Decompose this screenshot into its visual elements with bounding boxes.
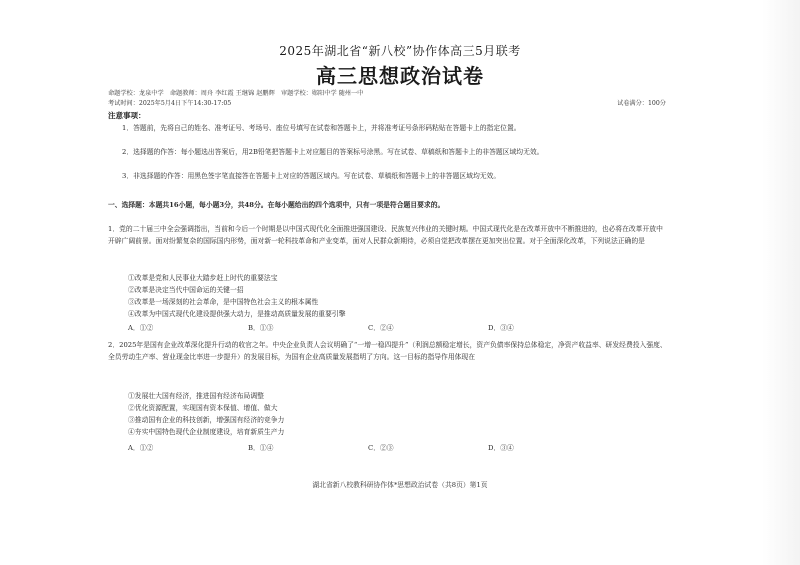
- page-footer: 湖北省新八校教科研协作体*思想政治试卷（共8页）第1页: [312, 481, 488, 489]
- question-2-choice-d: D．③④: [488, 444, 514, 452]
- question-1-choice-c: C．②④: [368, 324, 394, 332]
- exam-title: 2025年湖北省“新八校”协作体高三5月联考: [279, 44, 521, 58]
- question-1-choice-d: D．③④: [488, 324, 514, 332]
- question-1-option: ①改革是党和人民事业大踏步赶上时代的重要法宝: [128, 274, 278, 282]
- question-2-choice-c: C．②③: [368, 444, 394, 452]
- question-1-choice-a: A．①②: [128, 324, 154, 332]
- note-item-1: 1．答题前，先将自己的姓名、准考证号、考场号、座位号填写在试卷和答题卡上，并将准考证号条形码粘贴在答题卡上的指定位置。: [122, 124, 521, 132]
- question-2-option: ④夯实中国特色现代企业制度建设，培育新质生产力: [128, 428, 285, 436]
- question-1-option: ④改革为中国式现代化建设提供强大动力，是推动高质量发展的重要引擎: [128, 310, 346, 318]
- note-item-3: 3．非选择题的作答：用黑色签字笔直接答在答题卡上对应的答题区域内。写在试卷、草稿纸和答题卡上的非答题区域均无效。: [122, 172, 501, 180]
- question-1-stem: 1．党的二十届三中全会强调指出，当前和今后一个时期是以中国式现代化全面推进强国建设、民族复兴伟业的关键时期。中国式现代化是在改革开放中不断推进的，也必将在改革开放中开辟广阔前景。面对纷繁复杂的国际国内形势，面对新一轮科技革命和产业变革，面对人民群众新期待，必须自觉把改革摆在更加突出位置。对于全面深化改革，下列说法正确的是: [108, 225, 663, 245]
- question-2-option: ②优化资源配置，实现国有资本保值、增值、做大: [128, 404, 278, 412]
- note-item-2: 2．选择题的作答：每小题选出答案后，用2B铅笔把答题卡上对应题目的答案标号涂黑。写在试卷、草稿纸和答题卡上的非答题区域均无效。: [122, 148, 544, 156]
- question-2-option: ③推动国有企业的科技创新，增强国有经济的竞争力: [128, 416, 285, 424]
- exam-time: 考试时间：2025年5月4日下午14:30-17:05: [108, 100, 232, 107]
- question-2-stem: 2．2025年是国有企业改革深化提升行动的收官之年。中央企业负责人会议明确了“一增一稳四提升”（利润总额稳定增长，资产负债率保持总体稳定，净资产收益率、研发经费投入强度、全员劳动生产率、营业现金比率进一步提升）的发展目标，为国有企业高质量发展指明了方向。这一目标的指导作用体现在: [108, 341, 667, 361]
- question-1-option: ③改革是一场深刻的社会革命，是中国特色社会主义的根本属性: [128, 298, 319, 306]
- question-1-option: ②改革是决定当代中国命运的关键一招: [128, 286, 244, 294]
- subject-title: 高三思想政治试卷: [316, 64, 484, 88]
- question-2-choice-a: A．①②: [128, 444, 154, 452]
- question-1-choice-b: B．①③: [248, 324, 274, 332]
- question-2-option: ①发展壮大国有经济，推进国有经济布局调整: [128, 392, 264, 400]
- question-2-choice-b: B．①④: [248, 444, 274, 452]
- notes-heading: 注意事项：: [108, 111, 146, 120]
- exam-meta-line1: 命题学校：龙泉中学 命题教师：周舟 李红霞 王继锦 赵鹏辉 审题学校：郧阳中学 随州一中: [108, 90, 364, 97]
- section1-heading: 一、选择题：本题共16小题，每小题3分，共48分。在每小题给出的四个选项中，只有一项是符合题目要求的。: [108, 201, 445, 209]
- full-score: 试卷满分：100分: [617, 100, 666, 107]
